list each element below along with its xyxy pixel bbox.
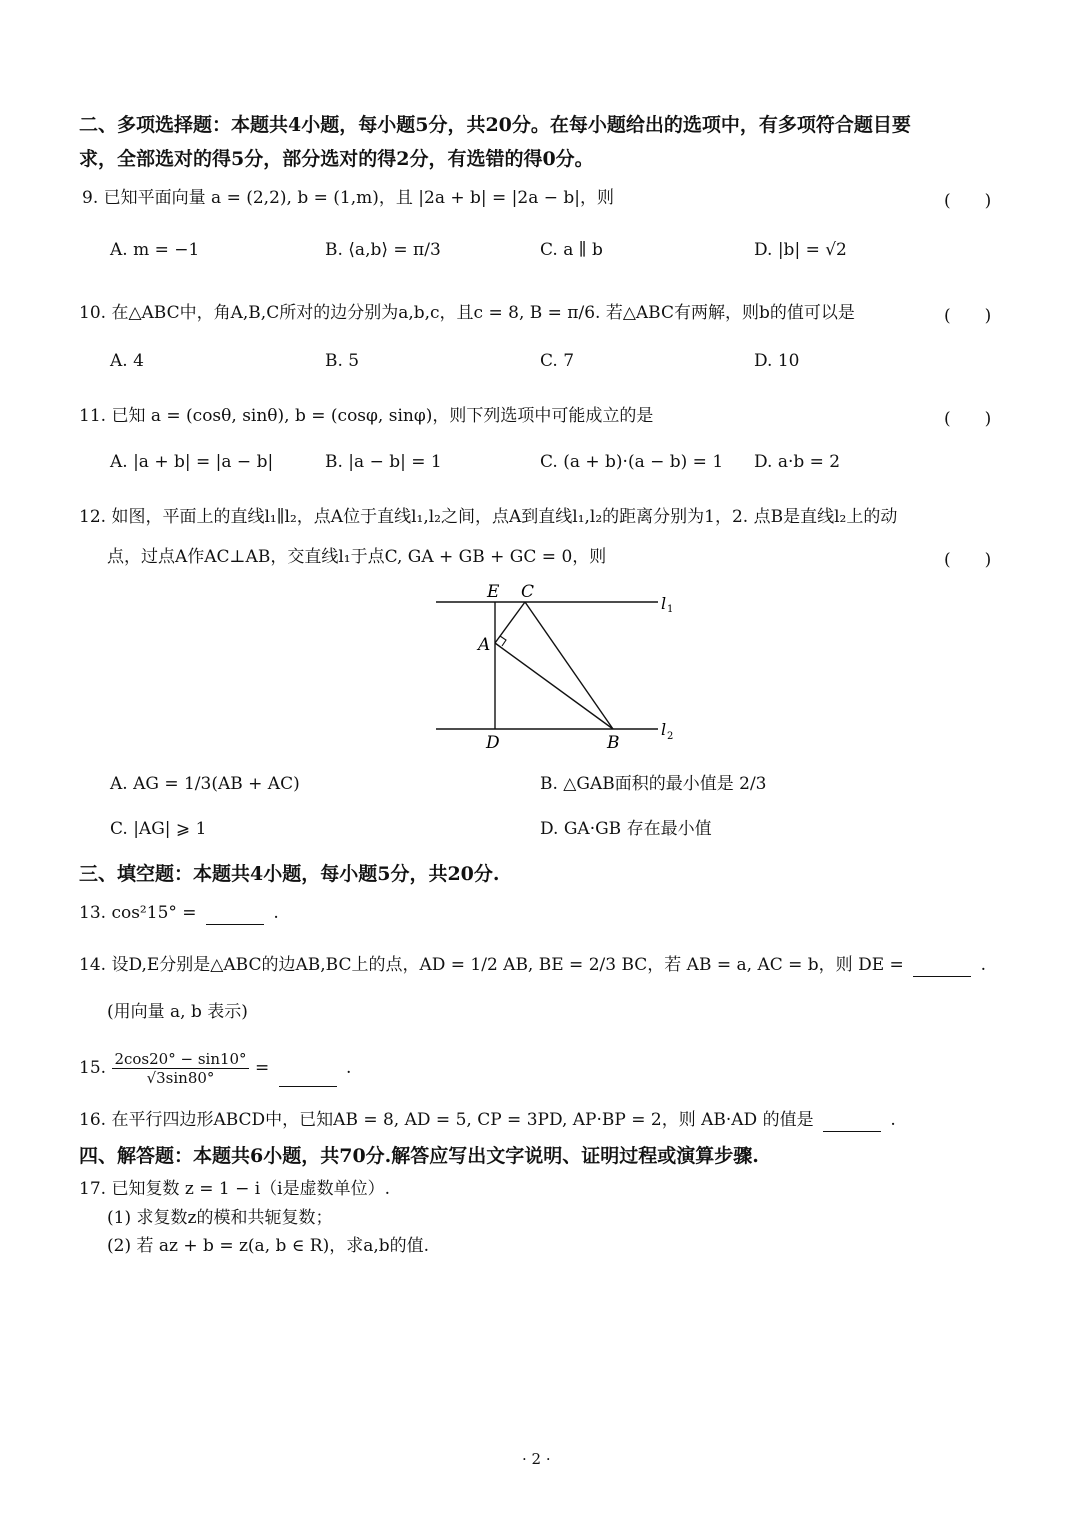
question-number: 11. — [79, 406, 107, 426]
question-17-part-1: (1) 求复数z的模和共轭复数； — [107, 1208, 333, 1228]
q9-option-b: B. ⟨a,b⟩ = π/3 — [325, 240, 441, 260]
question-14-note: (用向量 a, b 表示) — [107, 1002, 248, 1022]
label-l2-subscript: 2 — [667, 731, 674, 742]
q10-option-d: D. 10 — [754, 351, 800, 371]
q9-option-c: C. a ∥ b — [540, 240, 603, 260]
page-number: · 2 · — [522, 1450, 551, 1468]
q9-option-d: D. |b| = √2 — [754, 240, 847, 260]
fraction-expression — [112, 1050, 248, 1087]
segment-ac — [495, 602, 525, 643]
answer-paren-9: ( ) — [944, 191, 992, 211]
question-12-line-2: 点，过点A作AC⊥AB，交直线l₁于点C, GA + GB + GC = 0，则 — [107, 547, 607, 567]
denominator: √3sin80° — [146, 1069, 215, 1087]
numerator: 2cos20° − sin10° — [114, 1050, 247, 1068]
question-number: 16. — [79, 1110, 107, 1130]
q12-option-b: B. △GAB面积的最小值是 2/3 — [540, 774, 767, 794]
q10-option-a: A. 4 — [110, 351, 144, 371]
answer-paren-12: ( ) — [944, 550, 992, 570]
period: . — [980, 955, 986, 975]
segment-ab — [495, 643, 613, 729]
question-10-stem — [79, 301, 855, 325]
question-15: 15. $\frac{2\cos 20^\circ - \sin 10^\circ}{√3\sin 80^\circ}$ = . — [79, 1050, 352, 1087]
section-4-heading: 四、解答题：本题共6小题，共70分.解答应写出文字说明、证明过程或演算步骤. — [79, 1145, 759, 1167]
question-14 — [79, 953, 986, 977]
q11-option-a: A. |a + b| = |a − b| — [110, 452, 274, 472]
question-text: 已知复数 z = 1 − i（i是虚数单位）. — [111, 1179, 391, 1199]
section-2-heading-line-1: 二、多项选择题：本题共4小题，每小题5分，共20分。在每小题给出的选项中，有多项符合题目要 — [79, 114, 911, 136]
question-number: 15. — [79, 1058, 107, 1078]
answer-blank-13[interactable] — [206, 908, 264, 925]
question-text: cos²15° = — [111, 903, 197, 923]
q10-option-b: B. 5 — [325, 351, 360, 371]
answer-blank-14[interactable] — [913, 960, 971, 977]
section-2-heading-line-2: 求，全部选对的得5分，部分选对的得2分，有选错的得0分。 — [79, 148, 594, 170]
question-number: 13. — [79, 903, 107, 923]
label-c: C — [521, 582, 535, 602]
q11-option-d: D. a·b = 2 — [754, 452, 841, 472]
question-number: 10. — [79, 303, 107, 323]
question-11-stem — [79, 404, 653, 428]
section-3-heading: 三、填空题：本题共4小题，每小题5分，共20分. — [79, 863, 500, 885]
q10-option-c: C. 7 — [540, 351, 575, 371]
question-text: 在△ABC中，角A,B,C所对的边分别为a,b,c，且c = 8, B = π/6. 若△ABC有两解，则b的值可以是 — [111, 303, 855, 323]
label-l2: l — [661, 720, 667, 739]
question-text: 设D,E分别是△ABC的边AB,BC上的点，AD = 1/2 AB, BE = 2/3 BC，若 AB = a, AC = b，则 DE = — [111, 955, 904, 975]
q11-option-b: B. |a − b| = 1 — [325, 452, 442, 472]
segment-cb — [525, 602, 613, 729]
answer-blank-15[interactable] — [279, 1070, 337, 1087]
question-number: 9. — [82, 188, 99, 208]
label-l1: l — [661, 594, 667, 613]
label-e: E — [487, 582, 500, 602]
q12-option-c: C. |AG| ⩾ 1 — [110, 819, 207, 839]
question-17-part-2: (2) 若 az + b = z(a, b ∈ R)，求a,b的值. — [107, 1236, 430, 1256]
q9-option-a: A. m = −1 — [110, 240, 200, 260]
label-d: D — [486, 733, 500, 753]
question-9-stem — [82, 186, 614, 210]
label-b: B — [607, 733, 620, 753]
right-angle-mark — [500, 636, 506, 646]
question-text: 在平行四边形ABCD中，已知AB = 8, AD = 5, CP = 3PD, AP·BP = 2，则 AB·AD 的值是 — [111, 1110, 814, 1130]
geometry-figure — [420, 578, 700, 753]
answer-paren-11: ( ) — [944, 409, 992, 429]
question-16 — [79, 1108, 896, 1132]
label-a: A — [478, 635, 491, 655]
answer-blank-16[interactable] — [823, 1115, 881, 1132]
q12-option-a: A. AG = 1/3(AB + AC) — [110, 774, 300, 794]
question-number: 12. — [79, 507, 107, 527]
period: . — [890, 1110, 896, 1130]
question-12-line-1 — [79, 505, 897, 529]
period: . — [346, 1058, 352, 1078]
period: . — [273, 903, 279, 923]
answer-paren-10: ( ) — [944, 306, 992, 326]
question-text: 已知 a = (cosθ, sinθ), b = (cosφ, sinφ)，则下列选项中可能成立的是 — [111, 406, 654, 426]
label-l1-subscript: 1 — [667, 604, 674, 615]
question-text: 如图，平面上的直线l₁∥l₂，点A位于直线l₁,l₂之间，点A到直线l₁,l₂的距离分别为1，2. 点B是直线l₂上的动 — [111, 507, 898, 527]
question-number: 17. — [79, 1179, 107, 1199]
question-13 — [79, 901, 279, 925]
question-text: 已知平面向量 a = (2,2), b = (1,m)，且 |2a + b| = |2a − b|，则 — [103, 188, 615, 208]
question-17-stem — [79, 1177, 390, 1201]
question-number: 14. — [79, 955, 107, 975]
q11-option-c: C. (a + b)·(a − b) = 1 — [540, 452, 724, 472]
q12-option-d: D. GA·GB 存在最小值 — [540, 819, 712, 839]
